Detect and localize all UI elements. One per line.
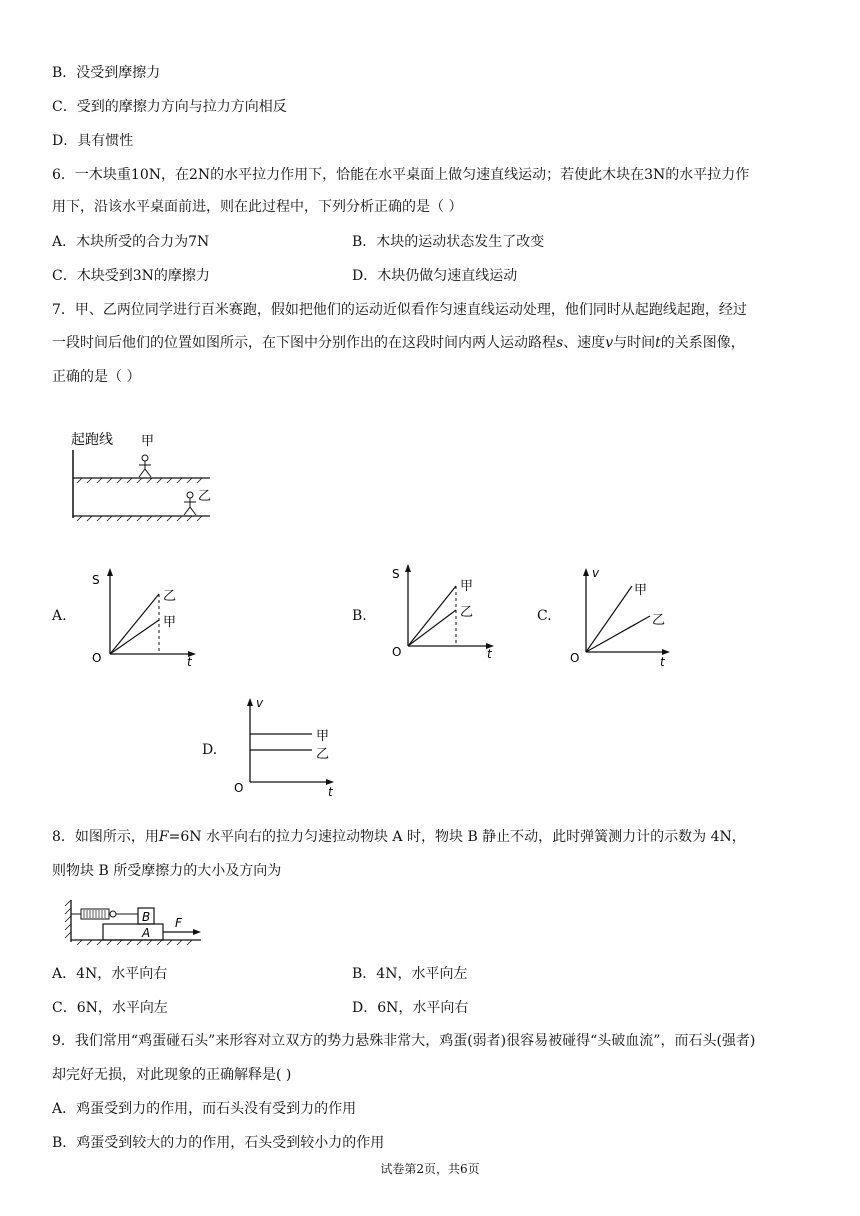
- graph-b-lower-label: 乙: [460, 605, 474, 620]
- q6-option-b: B．木块的运动状态发生了改变: [352, 234, 545, 250]
- q7-choice-a-label: A.: [52, 608, 67, 624]
- graph-c-line-lower: [586, 616, 650, 652]
- q7-choice-d-label: D.: [202, 742, 218, 758]
- q8-stem-line1: 8．如图所示，用F=6N 水平向右的拉力匀速拉动物块 A 时，物块 B 静止不动，此时弹簧测力计的示数为 4N，: [52, 829, 746, 845]
- graph-d-yaxis: v: [256, 696, 264, 710]
- q9-option-b: B．鸡蛋受到较大的力的作用，石头受到较小力的作用: [52, 1135, 385, 1151]
- graph-a-xaxis: t: [187, 655, 192, 669]
- block-a-label: A: [142, 926, 151, 940]
- graph-d: [232, 694, 352, 798]
- q9-stem-line2: 却完好无损，对此现象的正确解释是( ): [52, 1067, 292, 1083]
- q5-option-d: D．具有惯性: [52, 133, 134, 149]
- graph-a-upper-label: 乙: [163, 589, 177, 604]
- runner-yi: [184, 492, 196, 515]
- block-a: [103, 924, 163, 940]
- graph-a: [92, 566, 202, 669]
- graph-c-xaxis: t: [660, 655, 665, 669]
- q8-stem-line2: 则物块 B 所受摩擦力的大小及方向为: [52, 863, 282, 879]
- force-label: F: [175, 916, 182, 930]
- graph-c-origin: O: [570, 651, 580, 665]
- graph-a-lower-label: 甲: [163, 615, 177, 630]
- q5-option-b: B．没受到摩擦力: [52, 65, 161, 81]
- q8-option-a: A．4N，水平向右: [52, 966, 168, 982]
- block-b-label: B: [142, 910, 151, 924]
- graph-c-line-upper: [586, 586, 632, 652]
- q8-option-c: C．6N，水平向左: [52, 1000, 168, 1016]
- graph-d-xaxis: t: [328, 785, 333, 799]
- q6-stem-line2: 用下，沿该水平桌面前进，则在此过程中，下列分析正确的是（ ）: [52, 199, 463, 215]
- race-figure: [65, 428, 215, 528]
- q6-option-d: D．木块仍做匀速直线运动: [352, 268, 518, 284]
- graph-a-line-lower: [110, 620, 159, 654]
- start-line-label: 起跑线: [71, 432, 113, 448]
- page-footer: 试卷第2页，共6页: [380, 1162, 480, 1176]
- q7-stem-line3: 正确的是（ ）: [52, 369, 141, 385]
- q6-option-c: C．木块受到3N的摩擦力: [52, 268, 210, 284]
- spring-scale: [71, 909, 138, 919]
- q8-option-b: B．4N，水平向左: [352, 966, 468, 982]
- graph-b: [392, 562, 502, 662]
- q6-stem-line1: 6．一木块重10N，在2N的水平拉力作用下，恰能在水平桌面上做匀速直线运动；若使此木块在3N的水平拉力作: [52, 167, 750, 183]
- graph-d-lower-label: 乙: [316, 747, 330, 762]
- runner-yi-label: 乙: [198, 489, 212, 504]
- q8-option-d: D．6N，水平向右: [352, 1000, 469, 1016]
- graph-b-yaxis: S: [392, 567, 400, 581]
- graph-b-origin: O: [392, 645, 402, 659]
- q7-choice-b-label: B.: [352, 608, 367, 624]
- q5-option-c: C．受到的摩擦力方向与拉力方向相反: [52, 99, 287, 115]
- graph-a-origin: O: [92, 651, 102, 665]
- graph-d-upper-label: 甲: [316, 729, 330, 744]
- graph-b-upper-label: 甲: [460, 579, 474, 594]
- runner-jia: [139, 455, 151, 477]
- spring-block-figure: [65, 896, 215, 946]
- q9-stem-line1: 9．我们常用“鸡蛋碰石头”来形容对立双方的势力悬殊非常大，鸡蛋(弱者)很容易被碰得“头破血流”，而石头(强者): [52, 1033, 756, 1049]
- graph-a-line-upper: [110, 594, 159, 654]
- graph-d-origin: O: [234, 781, 244, 795]
- graph-b-xaxis: t: [487, 647, 492, 661]
- q7-choice-c-label: C.: [537, 608, 552, 624]
- q9-option-a: A．鸡蛋受到力的作用，而石头没有受到力的作用: [52, 1101, 357, 1117]
- graph-c-upper-label: 甲: [634, 583, 648, 598]
- graph-c-lower-label: 乙: [652, 613, 666, 628]
- q7-stem-line1: 7．甲、乙两位同学进行百米赛跑，假如把他们的运动近似看作匀速直线运动处理，他们同时从起跑线起跑，经过: [52, 302, 747, 318]
- q7-stem-line2: 一段时间后他们的位置如图所示，在下图中分别作出的在这段时间内两人运动路程s、速度v与时间t的关系图像，: [52, 335, 745, 351]
- runner-jia-label: 甲: [141, 434, 155, 449]
- graph-c-yaxis: v: [592, 566, 600, 580]
- q6-option-a: A．木块所受的合力为7N: [52, 234, 210, 250]
- graph-a-yaxis: S: [92, 573, 100, 587]
- graph-c: [570, 564, 680, 668]
